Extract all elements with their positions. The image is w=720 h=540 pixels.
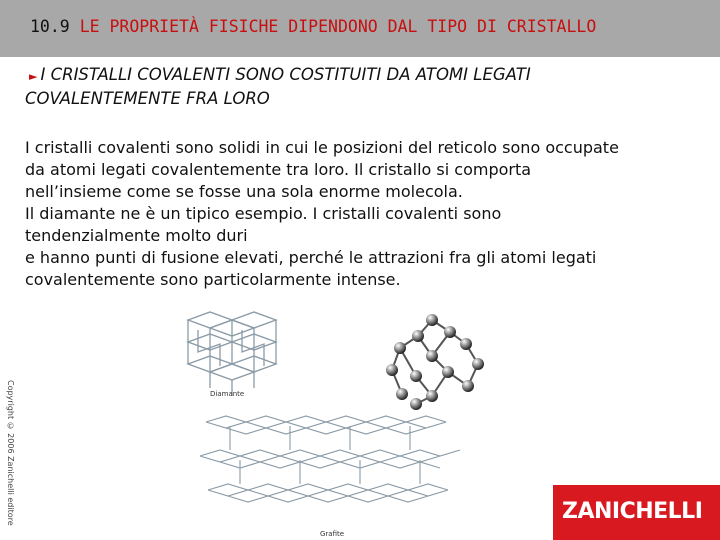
body-line: da atomi legati covalentemente tra loro. Il cristallo si comporta: [25, 160, 532, 179]
section-heading-line-2: COVALENTEMENTE FRA LORO: [25, 89, 270, 108]
diamond-lattice-drawing: [188, 312, 276, 396]
body-line: Il diamante ne è un tipico esempio. I cristalli covalenti sono: [25, 204, 502, 223]
body-line: e hanno punti di fusione elevati, perché le attrazioni fra gli atomi legati: [25, 248, 597, 267]
body-line: covalentemente sono particolarmente intense.: [25, 270, 401, 289]
section-heading-line-1: I CRISTALLI COVALENTI SONO COSTITUITI DA ATOMI LEGATI: [40, 65, 531, 84]
copyright-notice: Copyright © 2006 Zanichelli editore: [6, 380, 15, 526]
bullet-arrow-icon: ►: [29, 70, 38, 83]
diamond-ball-stick-model: [386, 314, 484, 410]
body-paragraph: [25, 137, 715, 291]
chapter-title-text: LE PROPRIETÀ FISICHE DIPENDONO DAL TIPO DI CRISTALLO: [79, 17, 597, 36]
body-line: tendenzialmente molto duri: [25, 226, 248, 245]
graphite-layers-drawing: [200, 416, 460, 502]
diamond-label: Diamante: [210, 390, 245, 398]
body-line: I cristalli covalenti sono solidi in cui le posizioni del reticolo sono occupate: [25, 138, 619, 157]
graphite-label: Grafite: [320, 530, 345, 538]
zanichelli-logo: ZANICHELLI: [553, 485, 720, 540]
crystal-structures-figure: [170, 300, 530, 540]
body-line: nell’insieme come se fosse una sola enorme molecola.: [25, 182, 463, 201]
chapter-number: 10.9: [30, 17, 70, 36]
section-heading: [25, 64, 705, 110]
chapter-title: [30, 17, 710, 36]
